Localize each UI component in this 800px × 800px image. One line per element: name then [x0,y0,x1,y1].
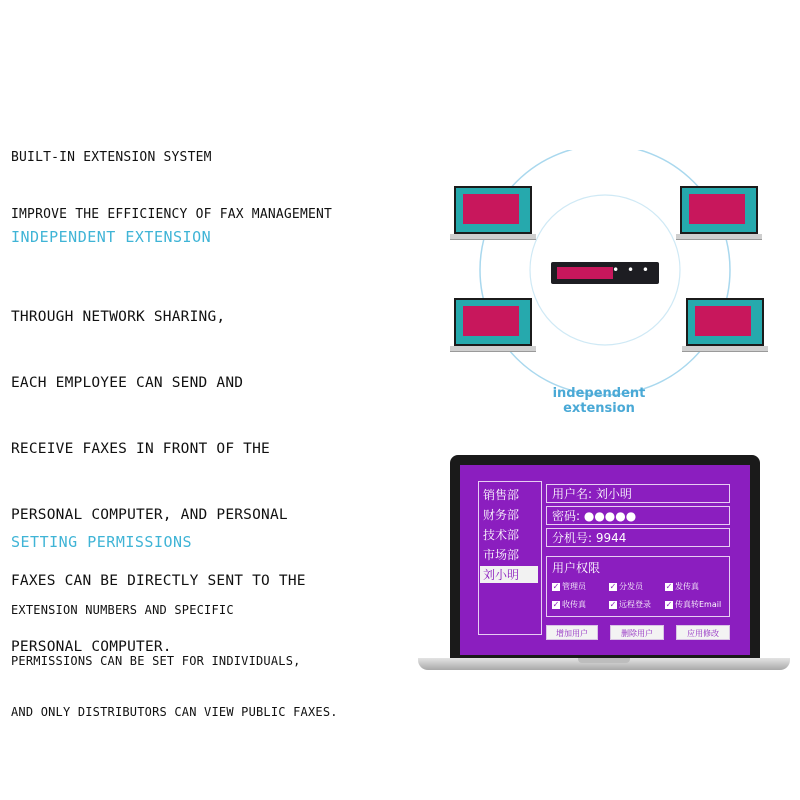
header-line-1: BUILT-IN EXTENSION SYSTEM [11,150,212,165]
selected-user-item[interactable]: 刘小明 [480,566,538,583]
laptop-icon [454,186,532,240]
permission-checkbox[interactable] [609,581,643,592]
permissions-screen [460,465,750,655]
body-line: THROUGH NETWORK SHARING, [11,309,226,325]
diagram-label-line-1: independent [552,386,646,401]
department-item[interactable]: 市场部 [483,548,520,562]
body-line: EXTENSION NUMBERS AND SPECIFIC [11,603,234,617]
body-line: PERSONAL COMPUTER. [11,639,172,655]
check-icon: ✓ [552,599,560,609]
setting-permissions-body [11,568,338,738]
extension-network-diagram [430,150,790,430]
laptop-icon [454,298,532,352]
body-line: EACH EMPLOYEE CAN SEND AND [11,375,244,391]
permission-checkbox[interactable] [552,599,586,610]
laptop-notch [578,658,630,663]
check-icon: ✓ [665,599,673,609]
department-item[interactable]: 财务部 [483,508,520,522]
independent-extension-title: INDEPENDENT EXTENSION [11,228,212,246]
permission-label: 发传真 [675,582,699,591]
permission-checkbox[interactable] [665,599,721,610]
body-line: FAXES CAN BE DIRECTLY SENT TO THE [11,573,306,589]
department-item[interactable]: 销售部 [483,488,520,502]
body-line: PERMISSIONS CAN BE SET FOR INDIVIDUALS, [11,654,301,668]
body-line: RECEIVE FAXES IN FRONT OF THE [11,441,270,457]
apply-changes-button[interactable]: 应用修改 [676,625,730,640]
permission-checkbox[interactable] [552,581,586,592]
permission-label: 收传真 [562,600,586,609]
diagram-label-line-2: extension [563,401,635,416]
laptop-icon [680,186,758,240]
check-icon: ✓ [609,599,617,609]
check-icon: ✓ [552,581,560,591]
permissions-laptop [418,455,790,677]
permission-label: 远程登录 [619,600,651,609]
permissions-title: 用户权限 [552,561,601,575]
setting-permissions-title: SETTING PERMISSIONS [11,533,193,551]
body-line: AND ONLY DISTRIBUTORS CAN VIEW PUBLIC FAXES. [11,705,338,719]
user-permissions-box [546,556,730,617]
permission-label: 管理员 [562,582,586,591]
permission-label: 传真转Email [675,600,722,609]
extension-number-field[interactable]: 分机号: 9944 [546,528,730,547]
add-user-button[interactable]: 增加用户 [546,625,598,640]
check-icon: ✓ [665,581,673,591]
fax-dots: • • • [612,263,651,277]
permission-checkbox[interactable] [609,599,651,610]
permission-checkbox[interactable] [665,581,699,592]
delete-user-button[interactable]: 删除用户 [610,625,664,640]
laptop-icon [686,298,764,352]
header-line-2: IMPROVE THE EFFICIENCY OF FAX MANAGEMENT [11,207,333,222]
department-item[interactable]: 技术部 [483,528,520,542]
fax-server-icon [551,262,659,284]
permission-label: 分发员 [619,582,643,591]
header-text [11,110,332,243]
check-icon: ✓ [609,581,617,591]
department-list [478,481,542,635]
password-field[interactable]: 密码: ●●●●● [546,506,730,525]
username-field[interactable]: 用户名: 刘小明 [546,484,730,503]
body-line: PERSONAL COMPUTER, AND PERSONAL [11,507,288,523]
